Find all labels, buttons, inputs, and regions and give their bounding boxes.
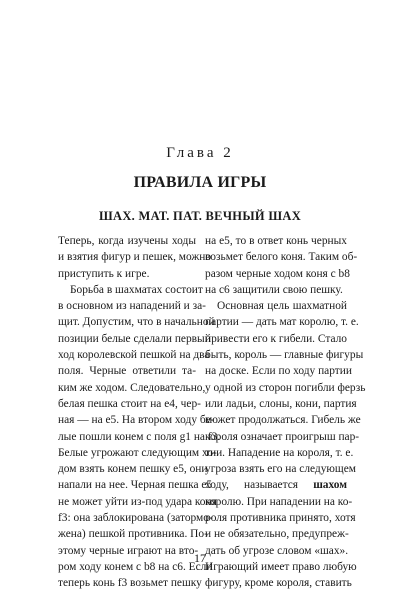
- chapter-title: ПРАВИЛА ИГРЫ: [133, 174, 267, 191]
- text-line: ход королевской пешкой на два: [58, 349, 210, 362]
- text-line: и не обязательно, предупреж-: [205, 528, 349, 541]
- text-line: на e5, то в ответ конь черных: [205, 235, 347, 247]
- text-line: тии. Нападение на короля, т. е.: [205, 446, 354, 459]
- text-line: ром ходу конем с b8 на c6. Если: [58, 560, 213, 573]
- text-line: партии — дать мат королю, т. е.: [205, 316, 359, 329]
- text-line: дать об угрозе словом «шах».: [205, 544, 349, 557]
- text-line: и взятия фигур и пешек, можно: [58, 251, 212, 264]
- text-line: щит. Допустим, что в начальной: [58, 316, 215, 329]
- text-line: Борьба в шахматах состоит: [70, 283, 203, 296]
- chapter-label: Глава 2: [166, 145, 234, 161]
- text-line: возьмет белого коня. Таким об-: [205, 251, 358, 264]
- text-line: на c6 защитили свою пешку.: [205, 283, 343, 296]
- text-line: лые пошли конем с поля g1 на f3.: [58, 430, 221, 443]
- text-line: роля противника принято, хотя: [205, 512, 356, 525]
- right-column: [205, 233, 366, 592]
- text-line: Играющий имеет право любую: [205, 560, 357, 573]
- text-line: разом черные ходом коня с b8: [205, 267, 350, 280]
- text-line: у одной из сторон погибли ферзь: [205, 381, 366, 394]
- text-line: может продолжаться. Гибель же: [205, 414, 361, 427]
- text-line: угроза взять его на следующем: [205, 463, 356, 476]
- text-line: этому черные играют на вто-: [58, 544, 199, 557]
- text-line: Теперь, когда изучены ходы: [58, 235, 196, 247]
- text-line: белая пешка стоит на e4, чер-: [58, 397, 201, 410]
- text-line: приступить к игре.: [58, 267, 150, 280]
- text-line: дом взять конем пешку e5, они: [58, 463, 208, 476]
- text-line: быть, король — главные фигуры: [205, 349, 364, 362]
- section-title: ШАХ. МАТ. ПАТ. ВЕЧНЫЙ ШАХ: [98, 209, 302, 223]
- bold-term: шахом: [313, 479, 347, 492]
- text-line: привести его к гибели. Стало: [205, 332, 347, 345]
- text-line: или ладьи, слоны, кони, партия: [205, 397, 357, 410]
- text-line: теперь конь f3 возьмет пешку: [58, 577, 202, 590]
- text-line: ким же ходом. Следовательно,: [58, 381, 206, 394]
- text-line: Белые угрожают следующим хо-: [58, 446, 217, 459]
- text-line: напали на нее. Черная пешка e5: [58, 479, 213, 492]
- text-line-with-term: [205, 477, 347, 493]
- text-line: королю. При нападении на ко-: [205, 495, 353, 508]
- text-fragment: ходу, называется: [205, 479, 299, 492]
- text-line: не может уйти из-под удара коня: [58, 495, 217, 508]
- text-line: короля означает проигрыш пар-: [205, 430, 360, 443]
- text-line: Основная цель шахматной: [217, 300, 347, 313]
- page-number: 17: [194, 551, 206, 565]
- text-line: поля. Черные ответили та-: [58, 365, 196, 378]
- text-line: фигуру, кроме короля, ставить: [205, 577, 352, 590]
- text-line: ная — на e5. На втором ходу бе-: [58, 414, 215, 427]
- text-line: f3: она заблокирована (затормо-: [58, 512, 213, 525]
- text-line: жена) пешкой противника. По-: [58, 528, 208, 541]
- text-line: на доске. Если по ходу партии: [205, 365, 352, 378]
- text-line: позиции белые сделали первый: [58, 332, 211, 345]
- text-line: в основном из нападений и за-: [58, 300, 206, 313]
